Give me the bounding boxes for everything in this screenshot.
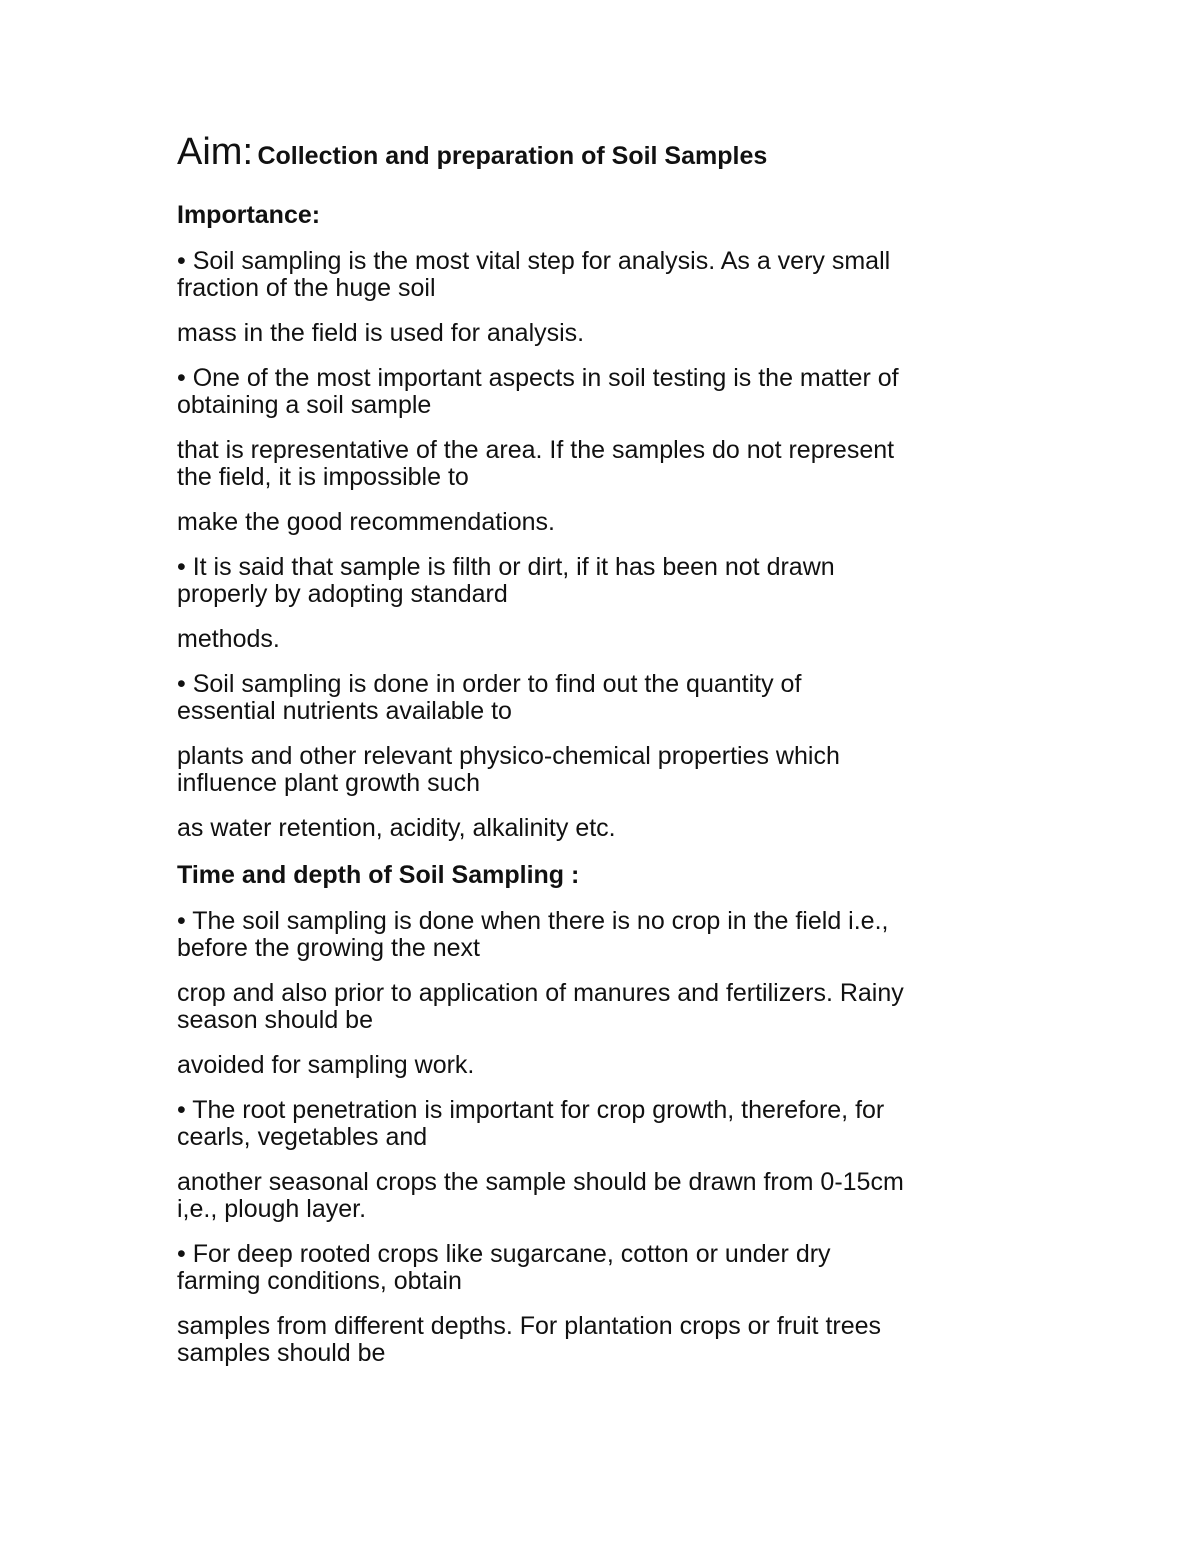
paragraph-line: samples should be xyxy=(177,1339,386,1367)
paragraph xyxy=(177,437,1057,491)
paragraph-line: cearls, vegetables and xyxy=(177,1123,428,1151)
paragraph-line: mass in the field is used for analysis. xyxy=(177,319,585,347)
paragraph-line: • The soil sampling is done when there is no crop in the field i.e., xyxy=(177,907,889,935)
title-text: Collection and preparation of Soil Samples xyxy=(257,142,768,170)
paragraph-line: influence plant growth such xyxy=(177,769,480,797)
paragraph xyxy=(177,671,1057,725)
importance-heading: Importance: xyxy=(177,201,321,229)
paragraph-line: that is representative of the area. If the samples do not represent xyxy=(177,436,895,464)
paragraph-line: • Soil sampling is the most vital step for analysis. As a very small xyxy=(177,247,891,275)
paragraph xyxy=(177,554,1057,608)
paragraph xyxy=(177,626,1057,653)
paragraph-line: avoided for sampling work. xyxy=(177,1051,475,1079)
paragraph-line: methods. xyxy=(177,625,280,653)
paragraph xyxy=(177,743,1057,797)
paragraph-line: season should be xyxy=(177,1006,373,1034)
paragraph-line: properly by adopting standard xyxy=(177,580,508,608)
paragraph xyxy=(177,248,1057,302)
paragraph-line: i,e., plough layer. xyxy=(177,1195,367,1223)
paragraph xyxy=(177,1052,1057,1079)
time-depth-heading: Time and depth of Soil Sampling : xyxy=(177,861,580,889)
paragraph xyxy=(177,320,1057,347)
document-title xyxy=(177,130,1057,182)
paragraph-line: before the growing the next xyxy=(177,934,480,962)
paragraph-line: • It is said that sample is filth or dirt, if it has been not drawn xyxy=(177,553,835,581)
paragraph-line: as water retention, acidity, alkalinity etc. xyxy=(177,814,616,842)
paragraph xyxy=(177,980,1057,1034)
paragraph-line: essential nutrients available to xyxy=(177,697,512,725)
paragraph-line: farming conditions, obtain xyxy=(177,1267,462,1295)
paragraph-line: make the good recommendations. xyxy=(177,508,555,536)
paragraph xyxy=(177,1097,1057,1151)
paragraph-line: obtaining a soil sample xyxy=(177,391,432,419)
paragraph-line: another seasonal crops the sample should be drawn from 0-15cm xyxy=(177,1168,904,1196)
paragraph-line: • One of the most important aspects in soil testing is the matter of xyxy=(177,364,899,392)
paragraph-line: samples from different depths. For plantation crops or fruit trees xyxy=(177,1312,882,1340)
document-page xyxy=(177,130,1057,1385)
paragraph-line: the field, it is impossible to xyxy=(177,463,469,491)
paragraph xyxy=(177,1313,1057,1367)
paragraph-line: plants and other relevant physico-chemical properties which xyxy=(177,742,840,770)
paragraph xyxy=(177,1241,1057,1295)
paragraph xyxy=(177,908,1057,962)
paragraph-line: fraction of the huge soil xyxy=(177,274,436,302)
paragraph xyxy=(177,815,1057,842)
time-depth-section xyxy=(177,908,1057,1367)
paragraph xyxy=(177,365,1057,419)
paragraph xyxy=(177,509,1057,536)
paragraph-line: • The root penetration is important for crop growth, therefore, for xyxy=(177,1096,885,1124)
paragraph-line: crop and also prior to application of manures and fertilizers. Rainy xyxy=(177,979,904,1007)
title-aim-label: Aim: xyxy=(177,131,253,173)
paragraph-line: • Soil sampling is done in order to find out the quantity of xyxy=(177,670,802,698)
paragraph-line: • For deep rooted crops like sugarcane, cotton or under dry xyxy=(177,1240,831,1268)
paragraph xyxy=(177,1169,1057,1223)
importance-section xyxy=(177,248,1057,842)
